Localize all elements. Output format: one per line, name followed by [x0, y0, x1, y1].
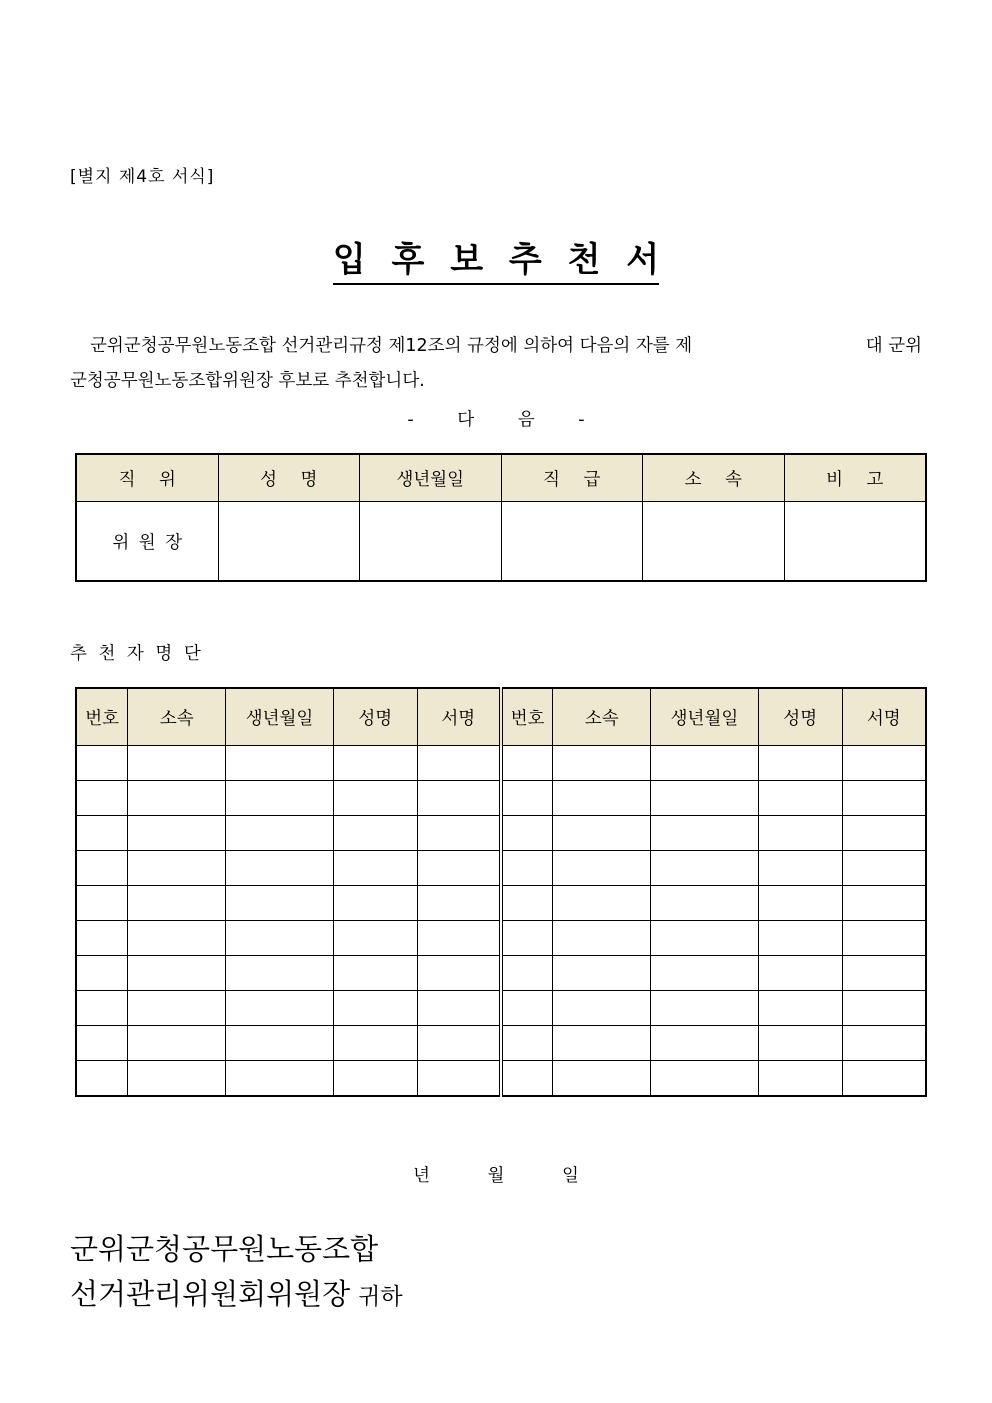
recommender-cell[interactable]	[553, 1061, 651, 1097]
candidate-row	[76, 502, 926, 582]
recommender-cell[interactable]	[553, 781, 651, 816]
recommender-cell[interactable]	[417, 886, 501, 921]
recommender-cell[interactable]	[76, 746, 128, 781]
recommender-cell[interactable]	[758, 851, 842, 886]
recommender-cell[interactable]	[758, 781, 842, 816]
recommender-cell[interactable]	[758, 991, 842, 1026]
recommender-cell[interactable]	[553, 886, 651, 921]
recommender-header-cell: 생년월일	[651, 688, 759, 746]
addressee-name: 선거관리위원회위원장	[70, 1277, 351, 1311]
recommender-cell[interactable]	[501, 1061, 553, 1097]
recommender-header-cell: 성명	[758, 688, 842, 746]
recommender-cell[interactable]	[76, 816, 128, 851]
recommender-row	[76, 816, 926, 851]
recommender-cell[interactable]	[758, 1026, 842, 1061]
recommender-cell[interactable]	[128, 816, 226, 851]
candidate-header-cell: 성 명	[218, 454, 360, 502]
recommender-cell[interactable]	[842, 886, 926, 921]
recommender-cell[interactable]	[553, 1026, 651, 1061]
recommender-row	[76, 956, 926, 991]
recommender-cell[interactable]	[128, 746, 226, 781]
recommender-cell[interactable]	[226, 921, 334, 956]
recommender-cell[interactable]	[128, 851, 226, 886]
recommender-cell[interactable]	[501, 921, 553, 956]
candidate-header-cell: 생년월일	[360, 454, 502, 502]
recommender-header-cell: 생년월일	[226, 688, 334, 746]
recommender-cell[interactable]	[333, 1061, 417, 1097]
document-title-wrap	[0, 232, 992, 285]
candidate-position-cell: 위 원 장	[76, 502, 218, 582]
recommender-cell[interactable]	[842, 781, 926, 816]
recommender-cell[interactable]	[128, 956, 226, 991]
recommender-cell[interactable]	[226, 886, 334, 921]
intro-line-2: 군청공무원노동조합위원장 후보로 추천합니다.	[70, 371, 425, 391]
recommender-cell[interactable]	[333, 956, 417, 991]
recommender-row	[76, 781, 926, 816]
recommender-row	[76, 921, 926, 956]
recommender-cell[interactable]	[333, 886, 417, 921]
recommender-cell[interactable]	[226, 1026, 334, 1061]
recommender-cell[interactable]	[842, 956, 926, 991]
recommender-cell[interactable]	[226, 991, 334, 1026]
form-number-tag: [별지 제4호 서식]	[70, 167, 215, 187]
recommender-table-body	[76, 746, 926, 1097]
recommender-table	[75, 687, 927, 1097]
recommender-cell[interactable]	[651, 816, 759, 851]
recommender-cell[interactable]	[417, 816, 501, 851]
candidate-header-cell: 직 위	[76, 454, 218, 502]
recommender-cell[interactable]	[758, 921, 842, 956]
recommender-list-label: 추 천 자 명 단	[70, 644, 201, 664]
recommender-cell[interactable]	[76, 921, 128, 956]
addressee-block	[70, 1227, 403, 1320]
recommender-cell[interactable]	[417, 1061, 501, 1097]
recommender-header-cell: 성명	[333, 688, 417, 746]
addressee-line-2	[70, 1272, 403, 1320]
recommender-cell[interactable]	[417, 956, 501, 991]
recommender-cell[interactable]	[128, 991, 226, 1026]
recommender-cell[interactable]	[76, 1026, 128, 1061]
recommender-cell[interactable]	[333, 816, 417, 851]
date-line: 년 월 일	[413, 1166, 579, 1186]
candidate-header-cell: 비 고	[784, 454, 926, 502]
recommender-cell[interactable]	[553, 921, 651, 956]
candidate-birthdate-field[interactable]	[360, 502, 502, 582]
recommender-header-cell: 소속	[553, 688, 651, 746]
recommender-row	[76, 746, 926, 781]
recommender-cell[interactable]	[333, 746, 417, 781]
addressee-suffix: 귀하	[358, 1284, 403, 1310]
candidate-table	[75, 453, 927, 582]
intro-line-1-left: 군위군청공무원노동조합 선거관리규정 제12조의 규정에 의하여 다음의 자를 제	[90, 336, 693, 356]
recommender-row	[76, 886, 926, 921]
recommender-cell[interactable]	[553, 746, 651, 781]
recommender-cell[interactable]	[333, 851, 417, 886]
recommender-cell[interactable]	[226, 851, 334, 886]
recommender-cell[interactable]	[417, 781, 501, 816]
recommender-row	[76, 991, 926, 1026]
recommender-cell[interactable]	[333, 1026, 417, 1061]
recommender-cell[interactable]	[758, 746, 842, 781]
recommender-cell[interactable]	[226, 746, 334, 781]
recommender-cell[interactable]	[842, 816, 926, 851]
candidate-rank-field[interactable]	[501, 502, 643, 582]
candidate-remarks-field[interactable]	[784, 502, 926, 582]
recommender-cell[interactable]	[76, 1061, 128, 1097]
recommender-cell[interactable]	[501, 956, 553, 991]
recommender-cell[interactable]	[128, 886, 226, 921]
recommender-cell[interactable]	[76, 991, 128, 1026]
recommender-cell[interactable]	[417, 1026, 501, 1061]
recommender-cell[interactable]	[128, 1061, 226, 1097]
recommender-cell[interactable]	[333, 991, 417, 1026]
recommender-cell[interactable]	[842, 921, 926, 956]
recommender-cell[interactable]	[842, 1061, 926, 1097]
recommender-cell[interactable]	[501, 746, 553, 781]
recommender-cell[interactable]	[417, 746, 501, 781]
recommender-cell[interactable]	[226, 956, 334, 991]
recommender-cell[interactable]	[128, 1026, 226, 1061]
candidate-header-cell: 직 급	[501, 454, 643, 502]
recommender-cell[interactable]	[128, 921, 226, 956]
recommender-cell[interactable]	[758, 886, 842, 921]
recommender-cell[interactable]	[651, 921, 759, 956]
recommender-cell[interactable]	[128, 781, 226, 816]
recommender-cell[interactable]	[758, 1061, 842, 1097]
recommender-cell[interactable]	[76, 851, 128, 886]
recommender-cell[interactable]	[651, 956, 759, 991]
recommender-cell[interactable]	[553, 851, 651, 886]
recommender-header-cell: 번호	[76, 688, 128, 746]
recommender-cell[interactable]	[501, 781, 553, 816]
recommender-header-cell: 서명	[842, 688, 926, 746]
recommender-cell[interactable]	[226, 816, 334, 851]
candidate-affiliation-field[interactable]	[643, 502, 785, 582]
recommender-cell[interactable]	[842, 851, 926, 886]
recommender-cell[interactable]	[76, 956, 128, 991]
recommender-cell[interactable]	[501, 816, 553, 851]
document-title: 입 후 보 추 천 서	[333, 232, 659, 285]
recommender-cell[interactable]	[76, 886, 128, 921]
recommender-cell[interactable]	[553, 816, 651, 851]
recommender-cell[interactable]	[333, 921, 417, 956]
candidate-header-cell: 소 속	[643, 454, 785, 502]
recommender-cell[interactable]	[651, 1061, 759, 1097]
recommender-cell[interactable]	[553, 991, 651, 1026]
recommender-cell[interactable]	[417, 991, 501, 1026]
recommender-cell[interactable]	[651, 781, 759, 816]
addressee-line-1: 군위군청공무원노동조합	[70, 1232, 379, 1266]
recommender-row	[76, 1061, 926, 1097]
candidate-header-row	[76, 454, 926, 502]
recommender-cell[interactable]	[226, 781, 334, 816]
recommender-cell[interactable]	[651, 991, 759, 1026]
intro-line-1	[70, 329, 922, 364]
intro-line-1-right: 대 군위	[865, 336, 922, 356]
candidate-name-field[interactable]	[218, 502, 360, 582]
next-label: - 다 음 -	[407, 410, 585, 430]
recommender-cell[interactable]	[226, 1061, 334, 1097]
recommender-cell[interactable]	[758, 816, 842, 851]
recommender-header-cell: 소속	[128, 688, 226, 746]
recommender-cell[interactable]	[842, 991, 926, 1026]
recommender-cell[interactable]	[651, 746, 759, 781]
recommender-cell[interactable]	[651, 1026, 759, 1061]
intro-paragraph	[70, 329, 922, 399]
recommender-header-cell: 번호	[501, 688, 553, 746]
recommender-row	[76, 851, 926, 886]
recommender-cell[interactable]	[553, 956, 651, 991]
recommender-cell[interactable]	[417, 851, 501, 886]
recommender-cell[interactable]	[842, 1026, 926, 1061]
recommender-header-cell: 서명	[417, 688, 501, 746]
recommender-cell[interactable]	[758, 956, 842, 991]
recommender-cell[interactable]	[76, 781, 128, 816]
recommender-cell[interactable]	[333, 781, 417, 816]
recommender-cell[interactable]	[651, 851, 759, 886]
recommender-cell[interactable]	[501, 886, 553, 921]
recommender-header-row	[76, 688, 926, 746]
recommender-cell[interactable]	[417, 921, 501, 956]
recommender-cell[interactable]	[501, 851, 553, 886]
recommender-row	[76, 1026, 926, 1061]
recommender-cell[interactable]	[842, 746, 926, 781]
recommender-cell[interactable]	[501, 1026, 553, 1061]
recommender-cell[interactable]	[501, 991, 553, 1026]
recommender-cell[interactable]	[651, 886, 759, 921]
